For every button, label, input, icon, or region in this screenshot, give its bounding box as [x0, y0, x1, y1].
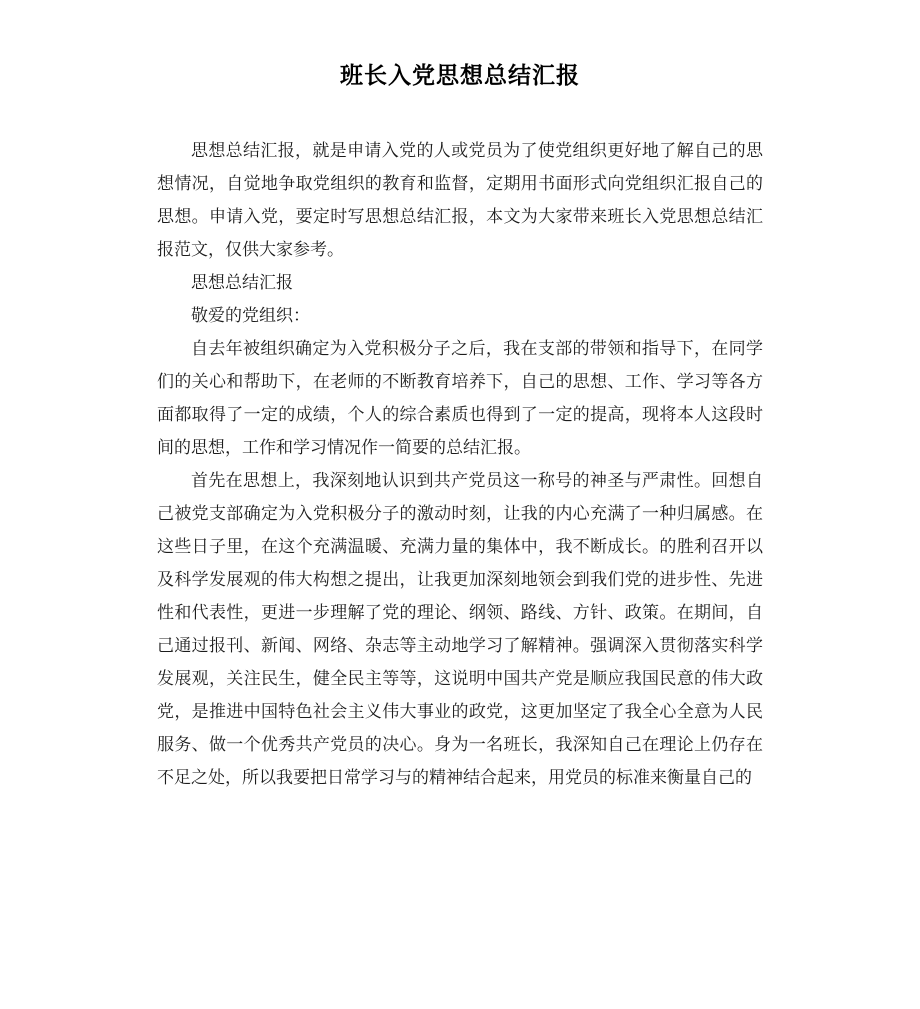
paragraph-body-1: 自去年被组织确定为入党积极分子之后，我在支部的带领和指导下，在同学们的关心和帮助下，在老师的不断教育培养下，自己的思想、工作、学习等各方面都取得了一定的成绩，个人的综合素质也得到了一定的提高，现将本人这段时间的思想，工作和学习情况作一简要的总结汇报。: [157, 339, 763, 457]
paragraph-salutation: 敬爱的党组织：: [191, 306, 310, 325]
document-title: 班长入党思想总结汇报: [340, 62, 580, 88]
paragraph-intro: 思想总结汇报，就是申请入党的人或党员为了使党组织更好地了解自己的思想情况，自觉地争取党组织的教育和监督，定期用书面形式向党组织汇报自己的思想。申请入党，要定时写思想总结汇报，本文为大家带来班长入党思想总结汇报范文，仅供大家参考。: [157, 141, 763, 259]
paragraph-subtitle: 思想总结汇报: [191, 273, 293, 292]
document-page: [157, 0, 763, 794]
paragraph-body-2: 首先在思想上，我深刻地认识到共产党员这一称号的神圣与严肃性。回想自己被党支部确定为入党积极分子的激动时刻，让我的内心充满了一种归属感。在这些日子里，在这个充满温暖、充满力量的集体中，我不断成长。的胜利召开以及科学发展观的伟大构想之提出，让我更加深刻地领会到我们党的进步性、先进性和代表性，更进一步理解了党的理论、纲领、路线、方针、政策。在期间，自己通过报刊、新闻、网络、杂志等主动地学习了解精神。强调深入贯彻落实科学发展观，关注民生，健全民主等等，这说明中国共产党是顺应我国民意的伟大政党，是推进中国特色社会主义伟大事业的政党，这更加坚定了我全心全意为人民服务、做一个优秀共产党员的决心。身为一名班长，我深知自己在理论上仍存在不足之处，所以我要把日常学习与的精神结合起来，用党员的标准来衡量自己的: [157, 471, 763, 787]
